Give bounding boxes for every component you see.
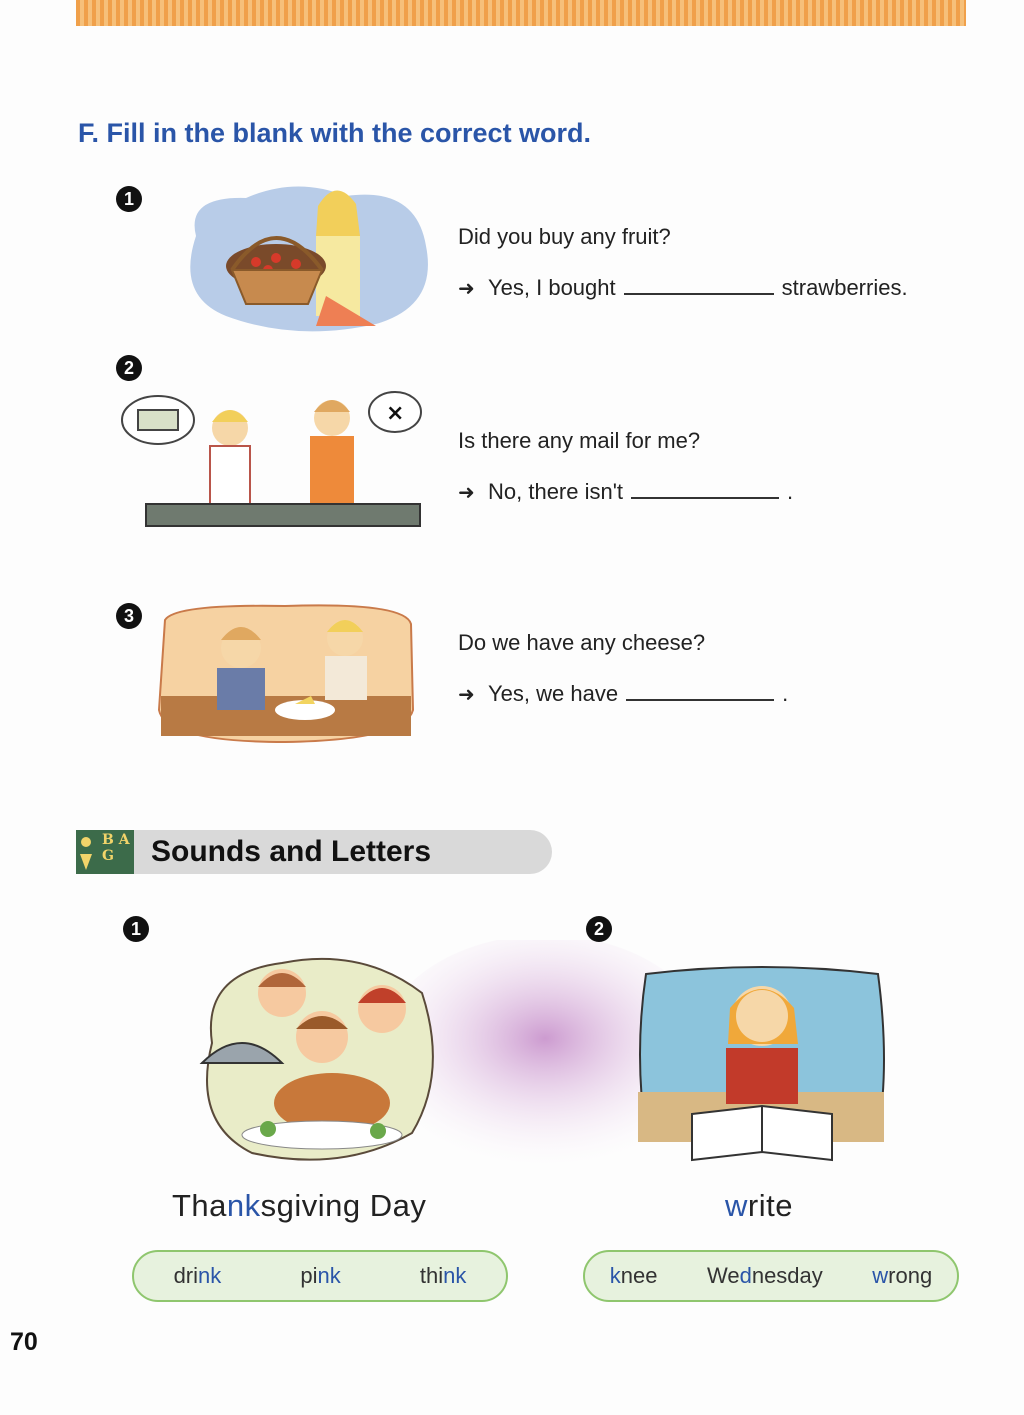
exercise-number-1: 1 bbox=[116, 186, 142, 212]
example-word: knee bbox=[609, 1263, 658, 1288]
example-word: drink bbox=[173, 1263, 222, 1288]
sound-word-1 bbox=[172, 1188, 426, 1224]
mail-conversation-illustration bbox=[120, 388, 425, 533]
answer-text-after: strawberries. bbox=[781, 275, 908, 300]
abc-letters-icon-text: B A G bbox=[102, 832, 130, 864]
answer-blank-2[interactable] bbox=[631, 477, 779, 499]
girl-writing-illustration bbox=[632, 964, 890, 1168]
answer-text-after: . bbox=[782, 681, 789, 706]
sound-number-2: 2 bbox=[586, 916, 612, 942]
section-title: F. Fill in the blank with the correct word. bbox=[78, 118, 592, 148]
sounds-letters-title: Sounds and Letters bbox=[151, 835, 432, 868]
answer-text-before: Yes, we have bbox=[488, 681, 619, 706]
arrow-icon: ➜ bbox=[458, 278, 475, 300]
arrow-icon: ➜ bbox=[458, 482, 475, 504]
answer-text-before: Yes, I bought bbox=[488, 275, 616, 300]
page-number: 70 bbox=[10, 1328, 38, 1356]
word-part: Tha bbox=[172, 1188, 227, 1223]
word-part: sgiving Day bbox=[260, 1188, 427, 1223]
example-words-pill-1 bbox=[132, 1250, 508, 1302]
question-2: Is there any mail for me? bbox=[458, 428, 701, 453]
example-word: think bbox=[419, 1263, 467, 1288]
fruit-basket-illustration bbox=[176, 176, 432, 334]
svg-text:×: × bbox=[386, 401, 405, 426]
answer-blank-3[interactable] bbox=[626, 679, 774, 701]
answer-text-after: . bbox=[787, 479, 794, 504]
exercise-number-2: 2 bbox=[116, 355, 142, 381]
abc-letters-icon bbox=[76, 830, 134, 874]
top-decorative-stripe bbox=[76, 0, 966, 26]
answer-line-1 bbox=[458, 273, 908, 301]
cheese-eating-illustration bbox=[155, 600, 418, 746]
answer-line-3 bbox=[458, 679, 788, 707]
exercise-number-3: 3 bbox=[116, 603, 142, 629]
answer-text-before: No, there isn't bbox=[488, 479, 624, 504]
word-part: rite bbox=[747, 1188, 793, 1223]
thanksgiving-family-illustration bbox=[192, 953, 438, 1168]
example-word: wrong bbox=[872, 1263, 933, 1288]
example-word: pink bbox=[300, 1263, 341, 1288]
answer-line-2 bbox=[458, 477, 793, 505]
example-words-pill-2 bbox=[583, 1250, 959, 1302]
example-word: Wednesday bbox=[706, 1263, 823, 1288]
word-highlight: w bbox=[725, 1188, 748, 1223]
answer-blank-1[interactable] bbox=[624, 273, 774, 295]
question-3: Do we have any cheese? bbox=[458, 630, 706, 655]
word-highlight: nk bbox=[226, 1188, 261, 1223]
sound-word-2 bbox=[725, 1188, 793, 1224]
sound-number-1: 1 bbox=[123, 916, 149, 942]
arrow-icon: ➜ bbox=[458, 684, 475, 706]
question-1: Did you buy any fruit? bbox=[458, 224, 671, 249]
